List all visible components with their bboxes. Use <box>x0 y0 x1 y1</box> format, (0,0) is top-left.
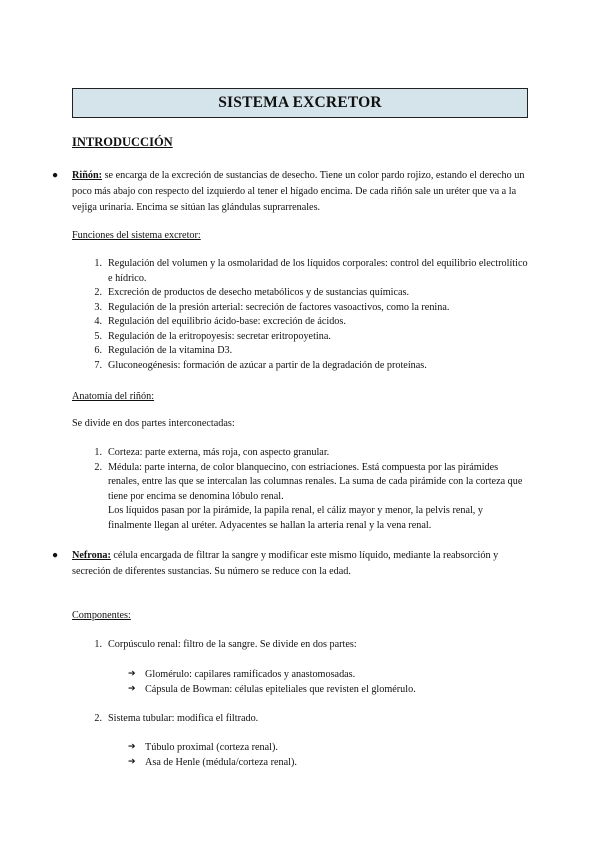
list-item: 4. Regulación del equilibrio ácido-base: excreción de ácidos. <box>94 316 346 327</box>
funciones-list <box>86 257 528 373</box>
list-item: 1. Corpúsculo renal: filtro de la sangre. Se divide en dos partes: <box>94 639 357 650</box>
list-item: ➔ Asa de Henle (médula/corteza renal). <box>128 757 297 768</box>
componentes-list-1 <box>86 638 528 653</box>
arrow-icon: ➔ <box>128 669 136 679</box>
anatomia-heading: Anatomía del riñón: <box>72 391 155 402</box>
arrow-icon: ➔ <box>128 742 136 752</box>
list-item: ➔ Túbulo proximal (corteza renal). <box>128 742 278 753</box>
page-title: SISTEMA EXCRETOR <box>218 94 382 111</box>
anatomia-list <box>86 446 528 533</box>
list-item: 5. Regulación de la eritropoyesis: secretar eritropoyetina. <box>94 330 331 342</box>
list-item: 2. Médula: parte interna, de color blanquecino, con estriaciones. Está compuesta por las pirámides renales, entre las que se intercalan las columnas renales. La suma de cada pirámide con la corteza que tiene por encima se denomina lóbulo renal. Los líquidos pasan por la pirámide, la papila renal, el cáliz mayor y menor, la pelvis renal, y finalmente llegan al uréter. Adyacentes se hallan la arteria renal y la vena renal. <box>94 461 523 531</box>
list-item: 7. Gluconeogénesis: formación de azúcar a partir de la degradación de proteínas. <box>94 359 427 371</box>
tubular-sublist <box>128 740 297 770</box>
rinon-text: se encarga de la excreción de sustancias de desecho. Tiene un color pardo rojizo, estando el derecho un poco más abajo con respecto del izquierdo al tener el hígado encima. De cada riñón sale un uréter que va a la vejiga urinaria. Encima se sitúan las glándulas suprarrenales. <box>72 170 525 213</box>
list-item: 2. Sistema tubular: modifica el filtrado. <box>94 713 259 724</box>
funciones-heading: Funciones del sistema excretor: <box>72 230 201 241</box>
arrow-icon: ➔ <box>128 757 136 767</box>
corpusculo-sublist <box>128 667 416 697</box>
list-item: 6. Regulación de la vitamina D3. <box>94 345 233 356</box>
bullet-icon: ● <box>52 170 59 181</box>
anatomia-extra-text: Los líquidos pasan por la pirámide, la papila renal, el cáliz mayor y menor, la pelvis renal, y finalmente llegan al uréter. Adyacentes se hallan la arteria renal y la vena renal. <box>108 505 483 531</box>
section-heading-introduccion: INTRODUCCIÓN <box>72 135 173 149</box>
componentes-list-2 <box>86 712 528 727</box>
list-item: 1. Corteza: parte externa, más roja, con aspecto granular. <box>94 447 330 458</box>
bullet-icon: ● <box>52 550 59 561</box>
componentes-heading: Componentes: <box>72 610 131 621</box>
arrow-icon: ➔ <box>128 684 136 694</box>
rinon-paragraph <box>72 168 527 216</box>
title-box <box>72 88 528 118</box>
list-item: 1. Regulación del volumen y la osmolaridad de los líquidos corporales: control del equilibrio electrolítico e hídrico. <box>94 258 528 284</box>
list-item: 2. Excreción de productos de desecho metabólicos y de sustancias químicas. <box>94 287 410 298</box>
nefrona-text: célula encargada de filtrar la sangre y modificar este mismo líquido, mediante la reabsorción y secreción de diferentes sustancias. Su número se reduce con la edad. <box>72 550 499 577</box>
rinon-term: Riñón: <box>72 170 103 181</box>
list-item: ➔ Cápsula de Bowman: células epiteliales que revisten el glomérulo. <box>128 684 416 695</box>
nefrona-term: Nefrona: <box>72 550 111 561</box>
list-item: ➔ Glomérulo: capilares ramificados y anastomosadas. <box>128 669 356 680</box>
list-item: 3. Regulación de la presión arterial: secreción de factores vasoactivos, como la renina. <box>94 301 450 313</box>
anatomia-intro: Se divide en dos partes interconectadas: <box>72 418 235 429</box>
nefrona-paragraph <box>72 548 527 580</box>
